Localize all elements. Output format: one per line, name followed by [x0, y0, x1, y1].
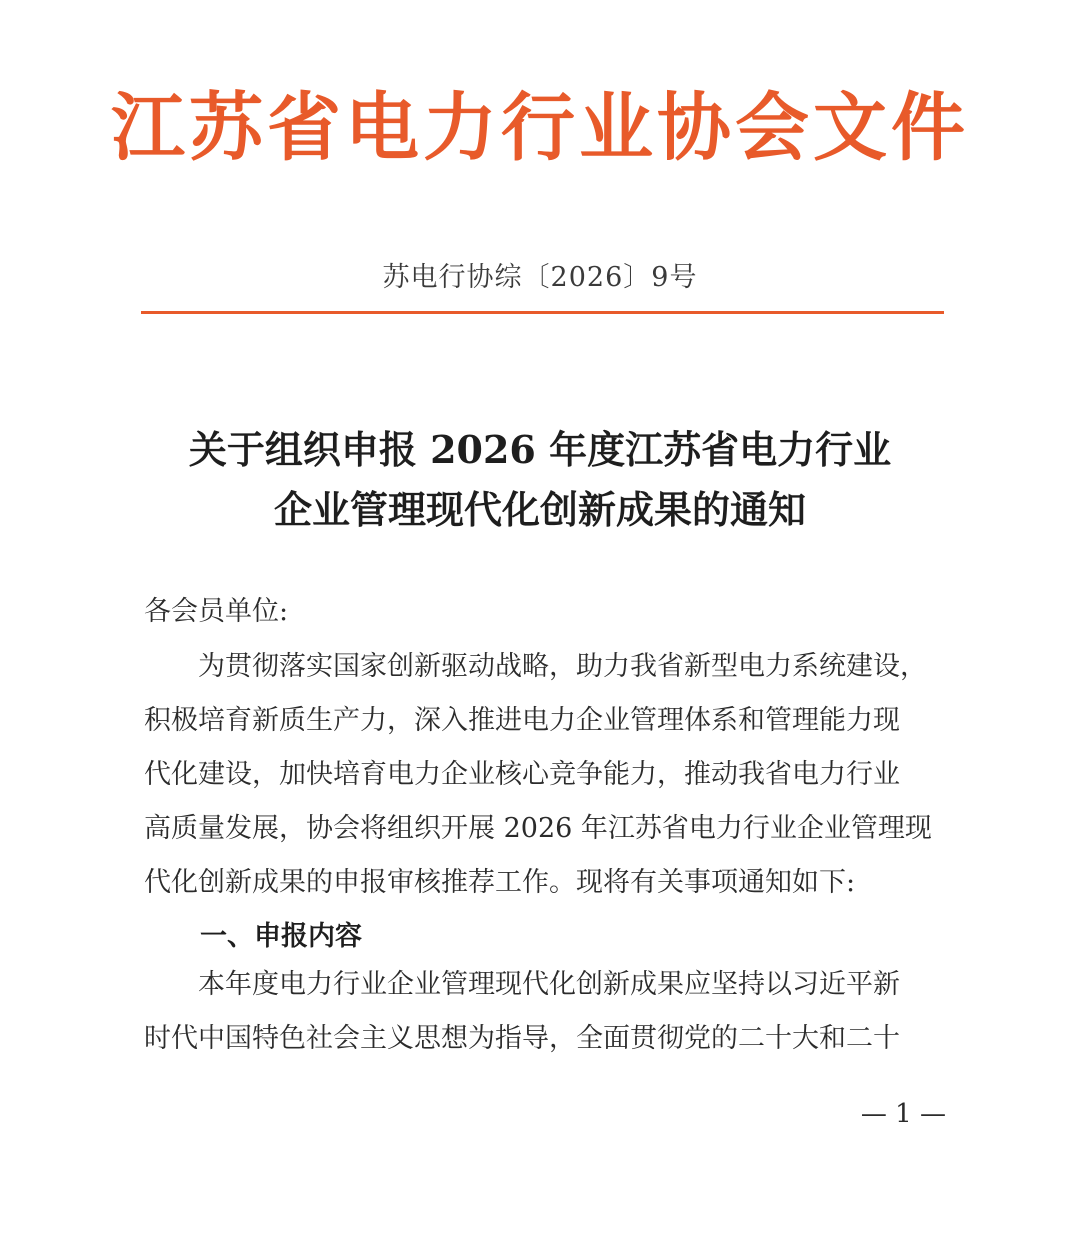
notice-title-line-1: 关于组织申报 2026 年度江苏省电力行业 — [188, 427, 892, 472]
notice-title-line-2: 企业管理现代化创新成果的通知 — [273, 487, 806, 532]
paragraph-2 — [144, 958, 944, 1066]
section-1-heading: 一、申报内容 — [200, 921, 362, 952]
notice-title — [0, 420, 1080, 540]
document-number: 苏电行协综〔2026〕9号 — [382, 262, 698, 293]
page-number: — 1 — — [860, 1099, 946, 1129]
red-separator-line — [141, 311, 944, 314]
paragraph-1-line: 代化建设，加快培育电力企业核心竞争能力，推动我省电力行业 — [144, 759, 900, 790]
paragraph-1-line: 为贯彻落实国家创新驱动战略，助力我省新型电力系统建设， — [144, 651, 927, 682]
masthead-title: 江苏省电力行业协会文件 — [111, 85, 969, 171]
paragraph-1 — [144, 640, 944, 910]
paragraph-2-line: 本年度电力行业企业管理现代化创新成果应坚持以习近平新 — [144, 969, 900, 1000]
salutation: 各会员单位: — [144, 596, 289, 627]
paragraph-1-line: 积极培育新质生产力，深入推进电力企业管理体系和管理能力现 — [144, 705, 900, 736]
paragraph-1-line: 代化创新成果的申报审核推荐工作。现将有关事项通知如下: — [144, 867, 856, 898]
paragraph-1-line: 高质量发展，协会将组织开展 2026 年江苏省电力行业企业管理现 — [144, 813, 932, 844]
paragraph-2-line: 时代中国特色社会主义思想为指导，全面贯彻党的二十大和二十 — [144, 1023, 900, 1054]
